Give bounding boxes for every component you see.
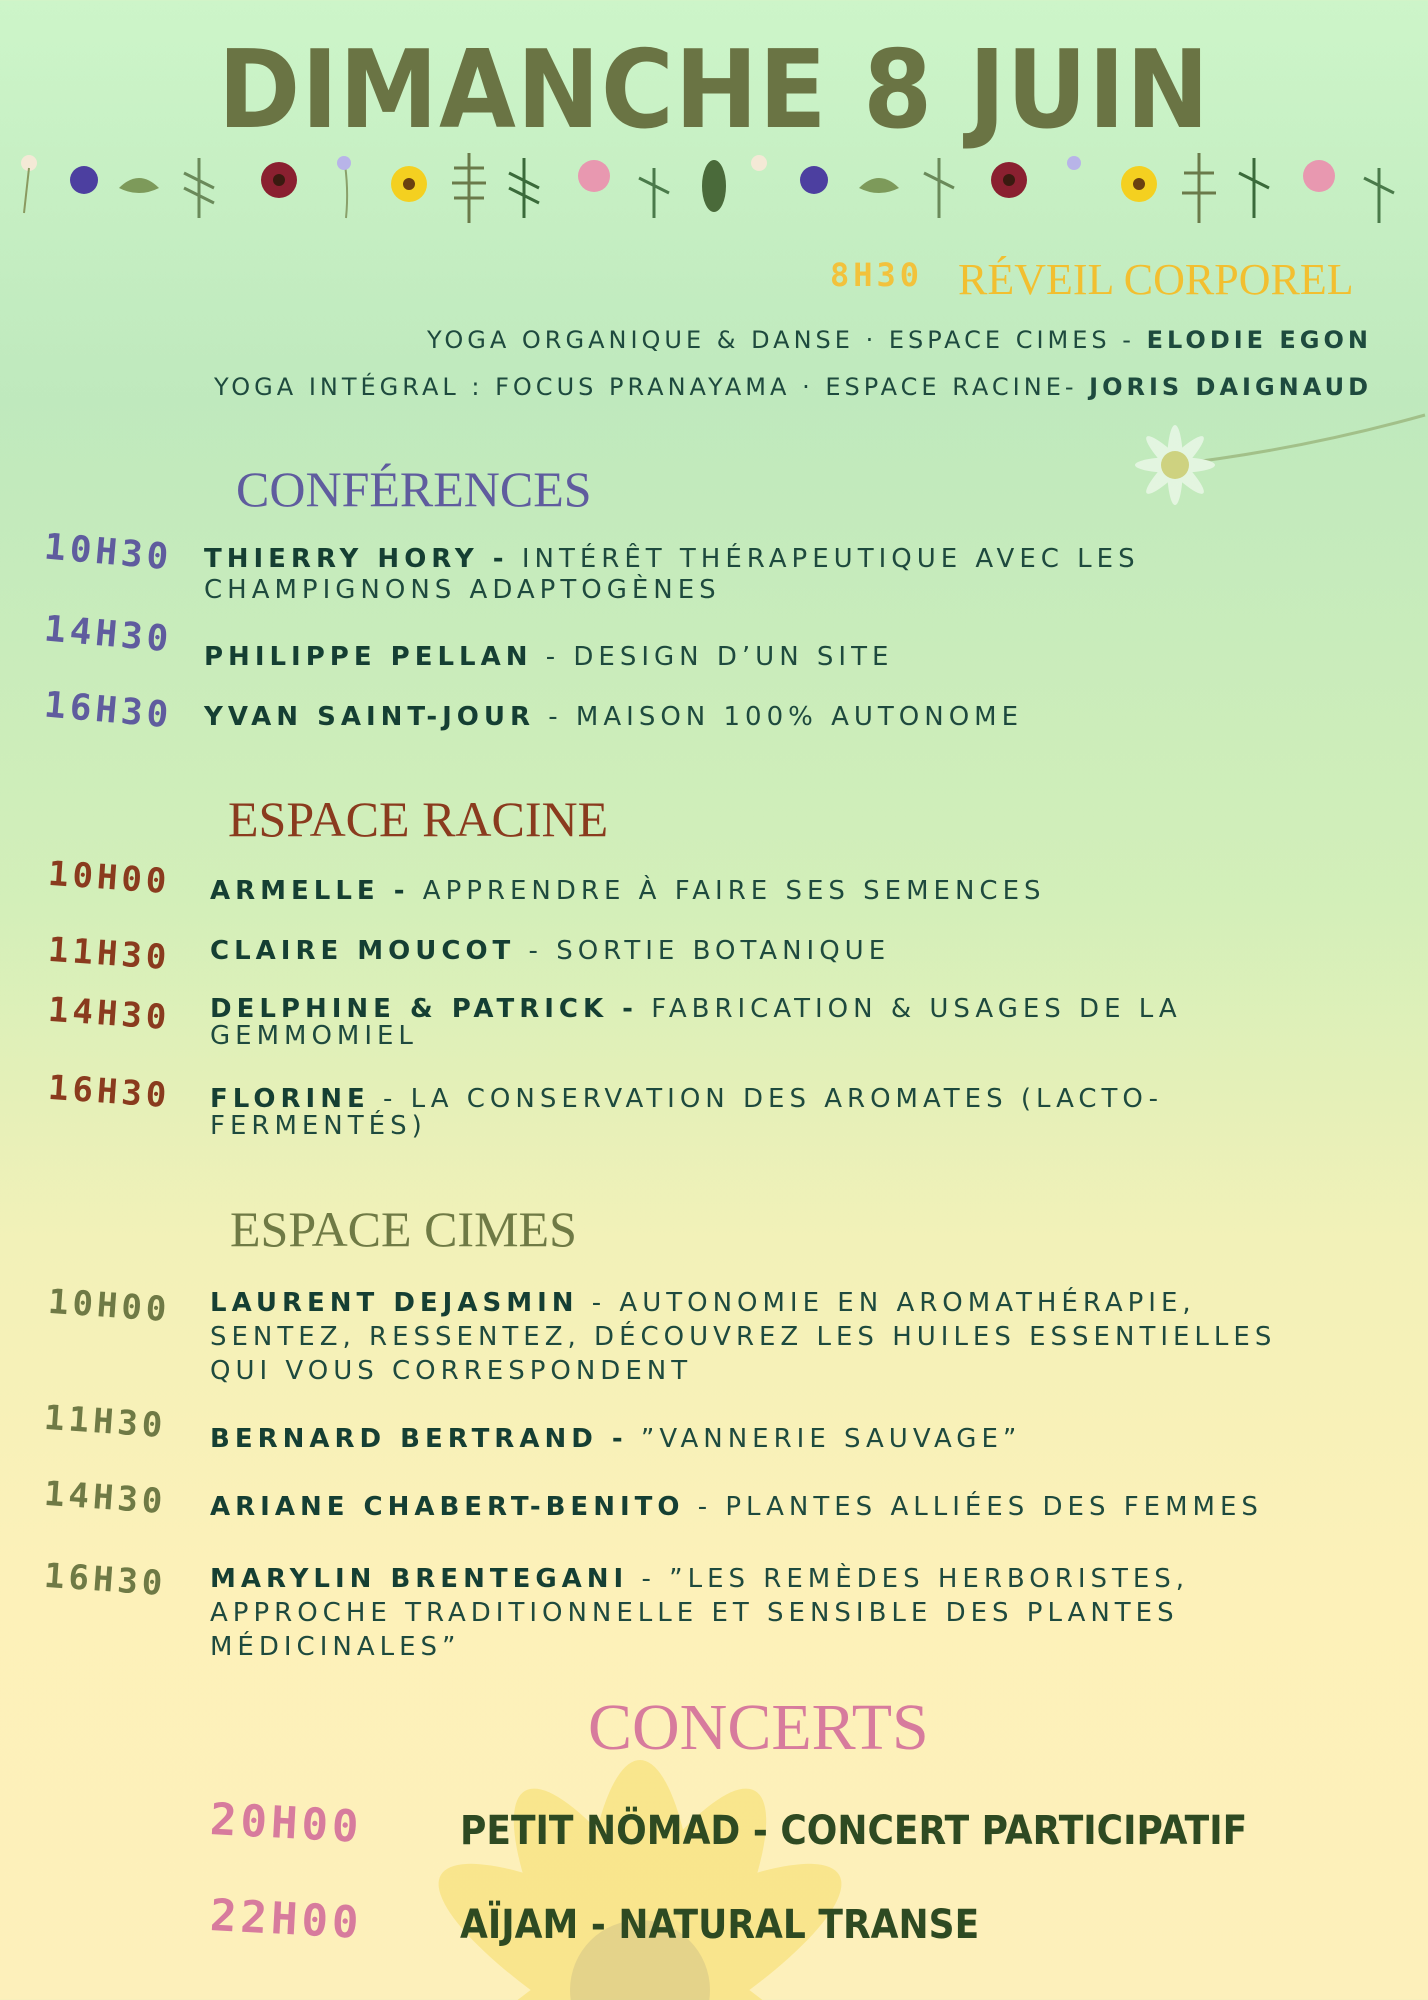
concert-item: PETIT NÖMAD - CONCERT PARTICIPATIF <box>460 1808 1248 1854</box>
conference-item: THIERRY HORY - INTÉRÊT THÉRAPEUTIQUE AVEC LES CHAMPIGNONS ADAPTOGÈNES <box>204 544 1140 605</box>
cimes-item: ARIANE CHABERT-BENITO - PLANTES ALLIÉES DES FEMMES <box>210 1492 1263 1522</box>
racine-item: CLAIRE MOUCOT - SORTIE BOTANIQUE <box>210 936 891 966</box>
racine-item: FLORINE - LA CONSERVATION DES AROMATES (LACTO- FERMENTÉS) <box>210 1084 1163 1141</box>
wakeup-line-2: YOGA INTÉGRAL : FOCUS PRANAYAMA · ESPACE RACINE- JORIS DAIGNAUD <box>213 373 1372 401</box>
cimes-item: BERNARD BERTRAND - ”VANNERIE SAUVAGE” <box>210 1424 1022 1454</box>
pressed-flowers-border-icon <box>14 148 1414 228</box>
racine-item: ARMELLE - APPRENDRE À FAIRE SES SEMENCES <box>210 876 1046 906</box>
cimes-item: MARYLIN BRENTEGANI - ”LES REMÈDES HERBORISTES, APPROCHE TRADITIONNELLE ET SENSIBLE DES PLANTES MÉDICINALES” <box>210 1564 1190 1662</box>
conference-item: PHILIPPE PELLAN - DESIGN D’UN SITE <box>204 642 894 672</box>
cimes-time: 10H00 <box>46 1281 172 1331</box>
wakeup-time: 8H30 <box>830 256 924 294</box>
conference-time: 14H30 <box>42 608 174 661</box>
cimes-time: 14H30 <box>42 1473 168 1523</box>
section-title-espace-cimes: ESPACE CIMES <box>230 1201 577 1257</box>
section-title-espace-racine: ESPACE RACINE <box>228 791 609 847</box>
racine-time: 11H30 <box>46 929 172 979</box>
wakeup-line-1: YOGA ORGANIQUE & DANSE · ESPACE CIMES - ELODIE EGON <box>427 326 1372 354</box>
cimes-time: 11H30 <box>42 1397 168 1447</box>
racine-item: DELPHINE & PATRICK - FABRICATION & USAGES DE LA GEMMOMIEL <box>210 994 1182 1051</box>
conference-time: 16H30 <box>42 684 174 737</box>
concert-time: 20H00 <box>208 1794 364 1853</box>
section-title-conferences: CONFÉRENCES <box>236 461 592 517</box>
racine-time: 14H30 <box>46 989 172 1039</box>
conference-time: 10H30 <box>42 526 174 579</box>
wakeup-title: RÉVEIL CORPOREL <box>958 255 1354 304</box>
section-title-concerts: CONCERTS <box>588 1691 929 1764</box>
concert-time: 22H00 <box>208 1890 364 1949</box>
page-title: DIMANCHE 8 JUIN <box>217 28 1211 153</box>
conference-item: YVAN SAINT-JOUR - MAISON 100% AUTONOME <box>204 702 1024 732</box>
cimes-item: LAURENT DEJASMIN - AUTONOMIE EN AROMATHÉRAPIE, SENTEZ, RESSENTEZ, DÉCOUVREZ LES HUILES ESSENTIELLES QUI VOUS CORRESPONDENT <box>210 1288 1277 1386</box>
concert-item: AÏJAM - NATURAL TRANSE <box>460 1902 980 1948</box>
racine-time: 16H30 <box>46 1067 172 1117</box>
cimes-time: 16H30 <box>42 1555 168 1605</box>
racine-time: 10H00 <box>46 853 172 903</box>
daisy-decoration <box>1120 410 1428 520</box>
